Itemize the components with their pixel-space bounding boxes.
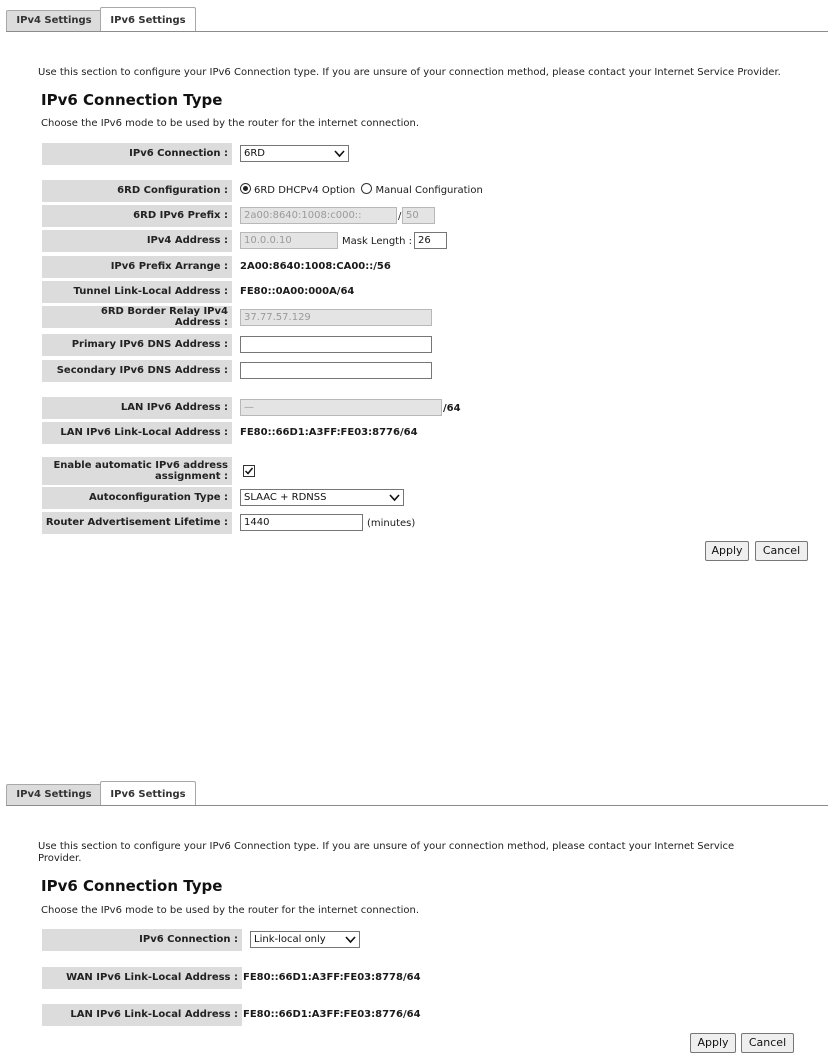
tab-ipv4-settings[interactable]: IPv4 Settings	[6, 10, 102, 31]
lan-ipv6-suffix: /64	[443, 403, 461, 414]
chevron-down-icon	[345, 934, 356, 945]
row-6rd-border-relay	[42, 306, 442, 328]
radio-manual-configuration[interactable]	[361, 183, 372, 194]
prefix-separator: /	[398, 211, 402, 222]
secondary-dns-input[interactable]	[240, 362, 432, 379]
ipv6-connection-label: IPv6 Connection :	[42, 929, 242, 951]
checkmark-icon	[244, 466, 254, 476]
ra-lifetime-unit: (minutes)	[367, 518, 416, 529]
ipv6-prefix-arrange-label: IPv6 Prefix Arrange :	[42, 256, 232, 278]
secondary-dns-label: Secondary IPv6 DNS Address :	[42, 360, 232, 382]
section-title: IPv6 Connection Type	[41, 91, 223, 109]
apply-button[interactable]: Apply	[705, 541, 749, 561]
autoconfiguration-type-value: SLAAC + RDNSS	[244, 492, 327, 503]
row-6rd-ipv6-prefix	[42, 205, 442, 227]
lan-link-local-label: LAN IPv6 Link-Local Address :	[42, 422, 232, 444]
section-description: Choose the IPv6 mode to be used by the router for the internet connection.	[41, 905, 420, 916]
row-lan-link-local	[42, 422, 442, 444]
ipv6-connection-value: Link-local only	[254, 934, 326, 945]
row-secondary-dns	[42, 360, 442, 382]
mask-length-input[interactable]: 26	[414, 232, 447, 249]
auto-assignment-label-line2: assignment :	[155, 471, 228, 482]
row-wan-link-local	[42, 967, 442, 989]
ipv6-connection-label: IPv6 Connection :	[42, 143, 232, 165]
6rd-configuration-options	[240, 180, 483, 202]
tunnel-link-local-value: FE80::0A00:000A/64	[240, 286, 355, 297]
6rd-ipv6-prefix-label: 6RD IPv6 Prefix :	[42, 205, 232, 227]
radio-6rd-dhcpv4[interactable]	[240, 183, 251, 194]
tab-ipv4-settings[interactable]: IPv4 Settings	[6, 784, 102, 805]
row-lan-link-local	[42, 1004, 442, 1026]
tab-divider	[6, 31, 828, 32]
ra-lifetime-label: Router Advertisement Lifetime :	[42, 512, 232, 534]
row-primary-dns	[42, 334, 442, 356]
row-autoconfiguration-type	[42, 487, 442, 509]
chevron-down-icon	[334, 148, 345, 159]
primary-dns-label: Primary IPv6 DNS Address :	[42, 334, 232, 356]
apply-button[interactable]: Apply	[690, 1033, 736, 1053]
ipv6-connection-value: 6RD	[244, 148, 266, 159]
section-title: IPv6 Connection Type	[41, 877, 223, 895]
wan-link-local-value: FE80::66D1:A3FF:FE03:8778/64	[243, 972, 421, 983]
cancel-button[interactable]: Cancel	[741, 1033, 794, 1053]
row-ipv6-prefix-arrange	[42, 256, 442, 278]
radio-6rd-dhcpv4-label: 6RD DHCPv4 Option	[254, 185, 356, 196]
row-tunnel-link-local	[42, 281, 442, 303]
ipv6-settings-panel-link-local	[0, 774, 828, 1063]
tunnel-link-local-label: Tunnel Link-Local Address :	[42, 281, 232, 303]
autoconfiguration-type-select[interactable]	[240, 489, 404, 506]
row-auto-assignment	[42, 457, 442, 485]
row-ipv4-address	[42, 230, 442, 252]
row-lan-ipv6-address	[42, 397, 461, 419]
lan-ipv6-address-input[interactable]: —	[240, 399, 442, 416]
lan-link-local-value: FE80::66D1:A3FF:FE03:8776/64	[243, 1009, 421, 1020]
auto-assignment-checkbox[interactable]	[243, 465, 255, 477]
6rd-configuration-label: 6RD Configuration :	[42, 180, 232, 202]
primary-dns-input[interactable]	[240, 336, 432, 353]
lan-link-local-label: LAN IPv6 Link-Local Address :	[42, 1004, 242, 1026]
ra-lifetime-input[interactable]: 1440	[240, 514, 363, 531]
auto-assignment-label	[42, 457, 232, 485]
ipv4-address-label: IPv4 Address :	[42, 230, 232, 252]
ipv6-connection-select[interactable]	[240, 145, 349, 162]
intro-text-line2: Provider.	[38, 853, 82, 864]
intro-text	[38, 841, 808, 865]
6rd-border-relay-input[interactable]: 37.77.57.129	[240, 309, 432, 326]
intro-text-line1: Use this section to configure your IPv6 Connection type. If you are unsure of your connection method, please contact your Internet Service	[38, 841, 735, 852]
6rd-border-relay-label-line1: 6RD Border Relay IPv4	[100, 306, 228, 317]
tab-ipv6-settings[interactable]: IPv6 Settings	[100, 7, 196, 32]
row-ra-lifetime	[42, 512, 442, 534]
row-ipv6-connection	[42, 929, 442, 951]
tab-ipv6-settings[interactable]: IPv6 Settings	[100, 781, 196, 806]
ipv6-prefix-arrange-value: 2A00:8640:1008:CA00::/56	[240, 261, 391, 272]
ipv4-address-input[interactable]: 10.0.0.10	[240, 232, 338, 249]
ipv6-connection-select[interactable]	[250, 931, 360, 948]
tab-divider	[6, 805, 828, 806]
6rd-border-relay-label	[42, 306, 232, 328]
wan-link-local-label: WAN IPv6 Link-Local Address :	[42, 967, 242, 989]
6rd-border-relay-label-line2: Address :	[174, 317, 228, 328]
6rd-prefix-length-input[interactable]: 50	[402, 207, 435, 224]
auto-assignment-label-line1: Enable automatic IPv6 address	[53, 460, 228, 471]
autoconfiguration-type-label: Autoconfiguration Type :	[42, 487, 232, 509]
lan-ipv6-address-label: LAN IPv6 Address :	[42, 397, 232, 419]
cancel-button[interactable]: Cancel	[755, 541, 808, 561]
6rd-ipv6-prefix-input[interactable]: 2a00:8640:1008:c000::	[240, 207, 397, 224]
intro-text: Use this section to configure your IPv6 Connection type. If you are unsure of your connection method, please contact your Internet Service Provider.	[38, 67, 781, 78]
mask-length-label: Mask Length :	[342, 236, 412, 247]
radio-manual-configuration-label: Manual Configuration	[375, 185, 483, 196]
row-ipv6-connection	[42, 143, 442, 165]
chevron-down-icon	[389, 492, 400, 503]
section-description: Choose the IPv6 mode to be used by the router for the internet connection.	[41, 118, 420, 129]
lan-link-local-value: FE80::66D1:A3FF:FE03:8776/64	[240, 427, 418, 438]
row-6rd-configuration	[42, 180, 483, 202]
